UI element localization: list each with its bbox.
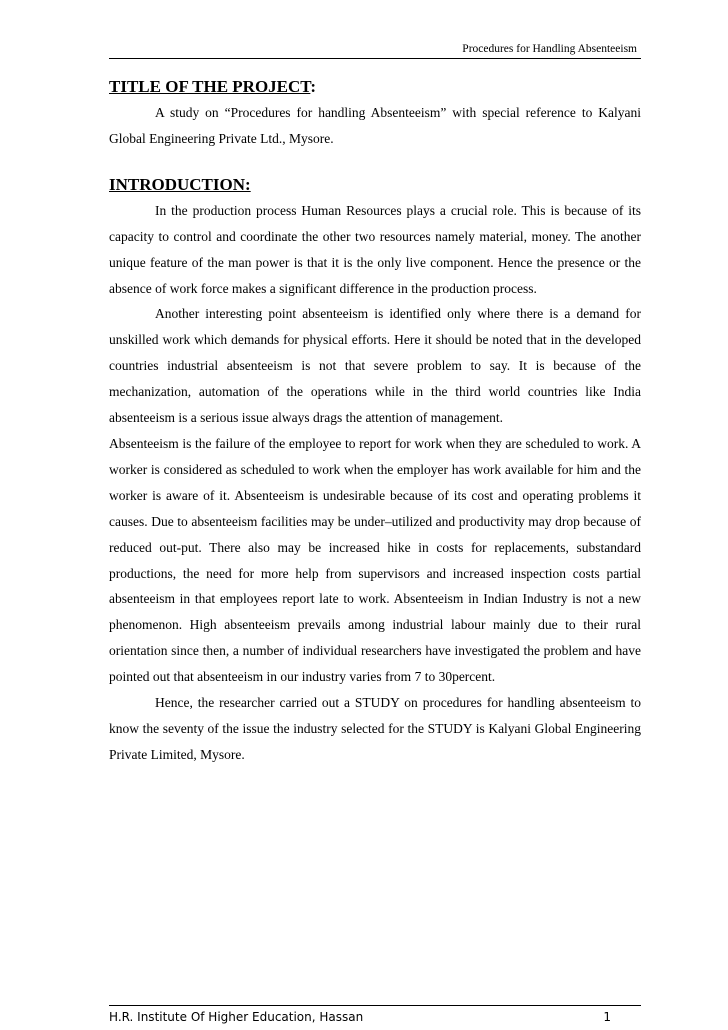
project-title-heading-colon: : bbox=[310, 77, 317, 96]
project-title-heading bbox=[109, 74, 641, 100]
document-page bbox=[109, 0, 641, 1030]
running-title: Procedures for Handling Absenteeism bbox=[462, 43, 637, 55]
intro-paragraph-1: In the production process Human Resources plays a crucial role. This is because of its capacity to control and coordinate the other two resources namely material, money. The another unique feature of the man power is that it is the only live component. Hence the presence or the absence of work force makes a significant difference in the production process. bbox=[109, 202, 641, 296]
intro-paragraph-4: Hence, the researcher carried out a STUDY on procedures for handling absenteeism to know the seventy of the issue the industry selected for the STUDY is Kalyani Global Engineering Private Limited, Mysore. bbox=[109, 695, 641, 762]
page-footer bbox=[109, 1005, 641, 1028]
intro-paragraph-2: Another interesting point absenteeism is identified only where there is a demand for unskilled work which demands for physical efforts. Here it should be noted that in the developed countries industrial absenteeism is not that severe problem to say. It is because of the mechanization, automation of the operations while in the third world countries like India absenteeism is a serious issue always drags the attention of management. bbox=[109, 306, 641, 426]
project-title-heading-text: TITLE OF THE PROJECT bbox=[109, 77, 311, 96]
project-title-paragraph: A study on “Procedures for handling Absenteeism” with special reference to Kalyani Global Engineering Private Ltd., Mysore. bbox=[109, 105, 641, 146]
footer-institution: H.R. Institute Of Higher Education, Hassan bbox=[109, 1010, 364, 1024]
page-header bbox=[109, 40, 641, 59]
section-spacer bbox=[109, 152, 641, 172]
page-content bbox=[109, 74, 641, 768]
introduction-heading bbox=[109, 172, 641, 198]
introduction-heading-text: INTRODUCTION: bbox=[109, 174, 251, 194]
page-number: 1 bbox=[603, 1010, 611, 1024]
intro-paragraph-3: Absenteeism is the failure of the employee to report for work when they are scheduled to work. A worker is considered as scheduled to work when the employer has work available for him and the worker is aware of it. Absenteeism is undesirable because of its cost and operating problems it causes. Due to absenteeism facilities may be under–utilized and productivity may drop because of reduced out-put. There also may be increased hike in costs for replacements, substandard productions, the need for more help from supervisors and increased inspection costs partial absenteeism in that employees report late to work. Absenteeism in Indian Industry is not a new phenomenon. High absenteeism prevails among industrial labour mainly due to their rural orientation since then, a number of individual researchers have investigated the problem and have pointed out that absenteeism in our industry varies from 7 to 30percent. bbox=[109, 435, 641, 685]
